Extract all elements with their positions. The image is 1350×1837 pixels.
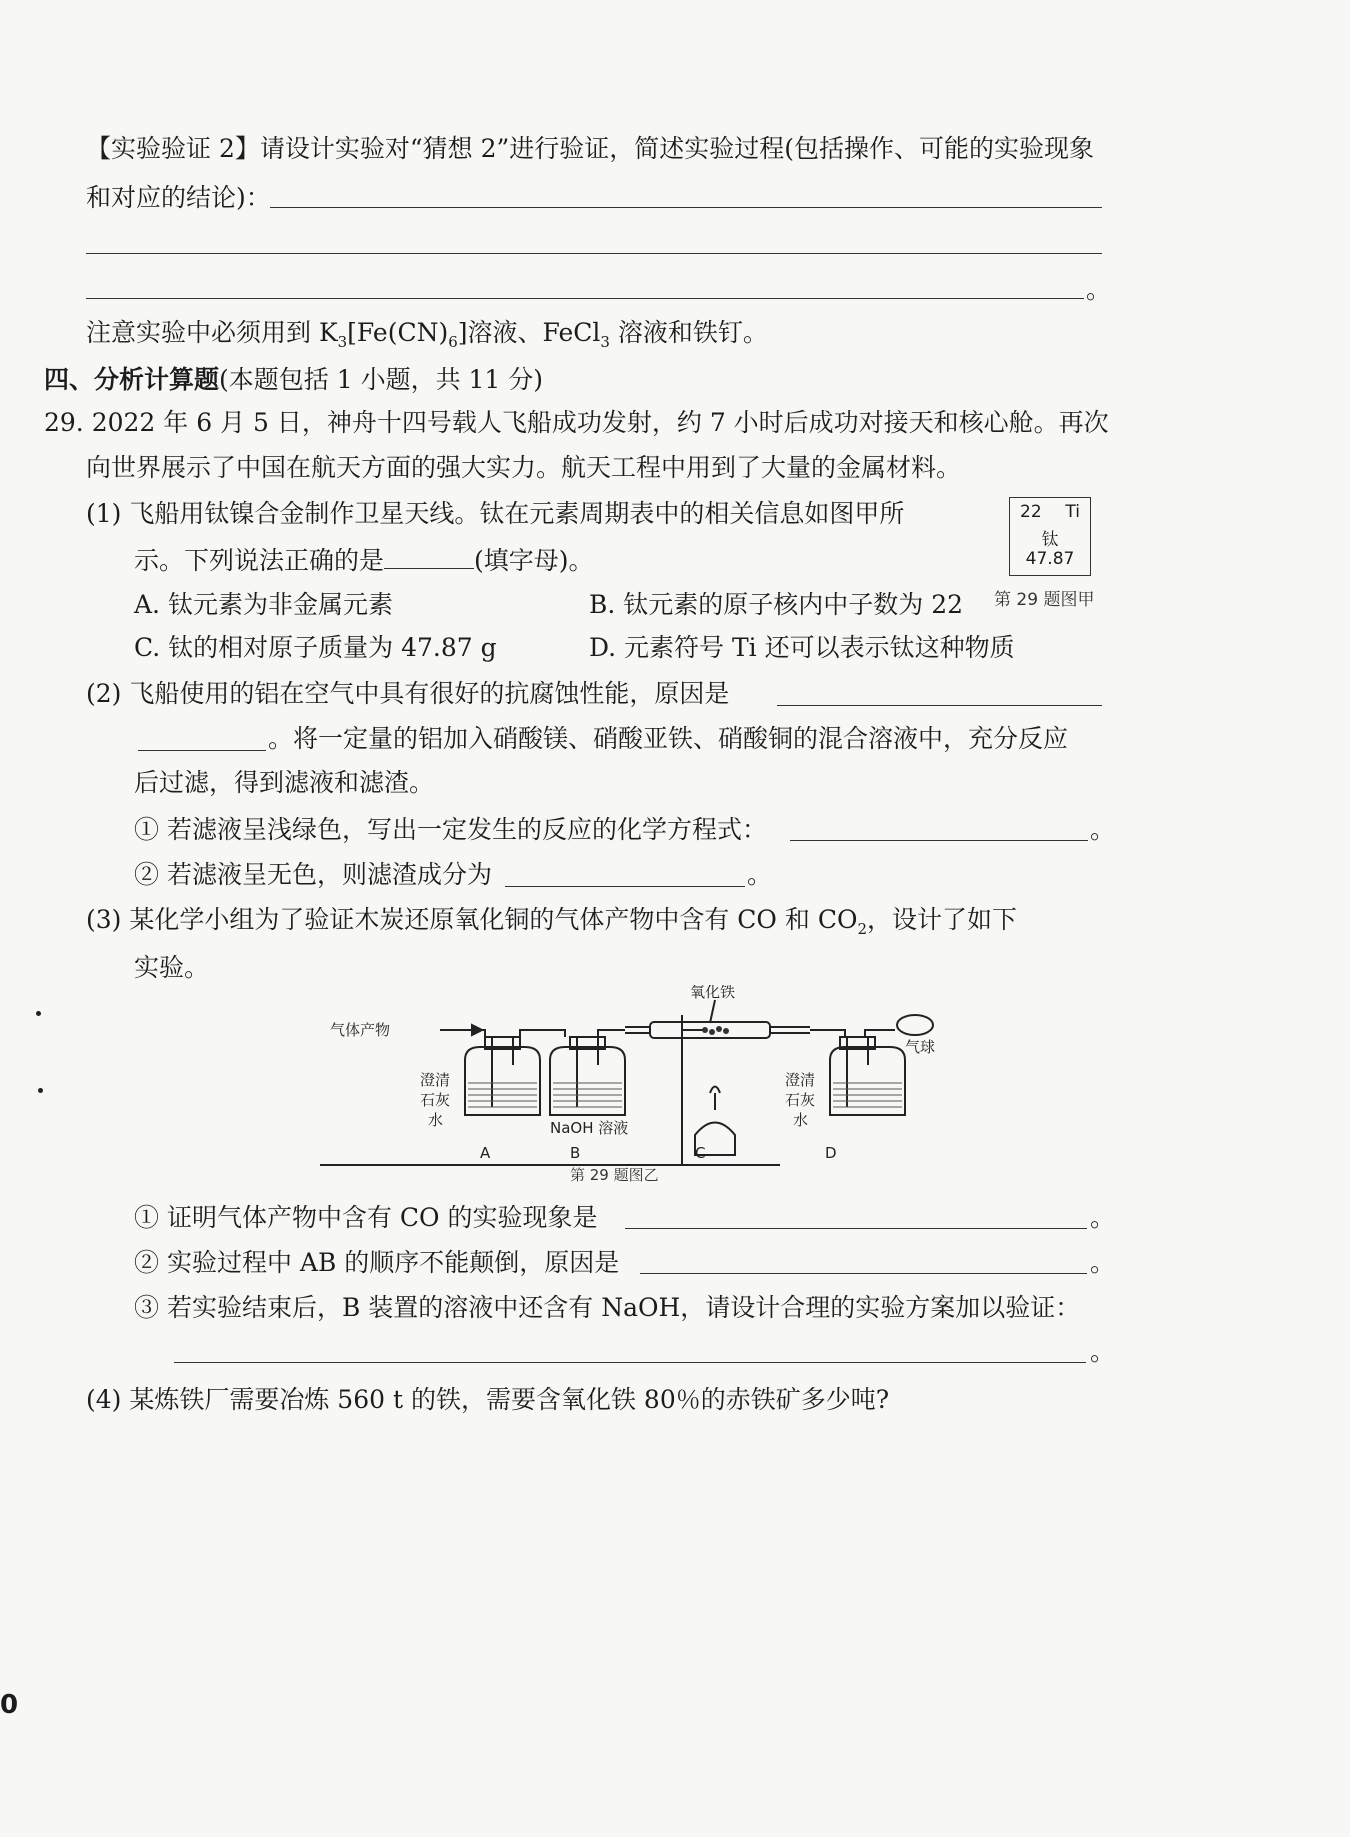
figure-b-caption: 第 29 题图乙 xyxy=(570,1166,659,1184)
option-d: D. 元素符号 Ti 还可以表示钛这种物质 xyxy=(589,633,1015,662)
figure-a-caption: 第 29 题图甲 xyxy=(994,590,1095,610)
label-limewater-a-2: 石灰 xyxy=(420,1091,451,1109)
p3-text-1: (3) 某化学小组为了验证木炭还原氧化铜的气体产物中含有 CO 和 CO xyxy=(86,905,858,934)
q29-p2-sub2: ② 若滤液呈无色，则滤渣成分为 xyxy=(134,860,492,889)
label-balloon: 气球 xyxy=(905,1038,936,1056)
margin-dot xyxy=(38,1088,43,1093)
p3-sub1-answer-line[interactable] xyxy=(625,1228,1087,1229)
p2-answer-line-1[interactable] xyxy=(777,705,1102,706)
label-limewater-a-1: 澄清 xyxy=(420,1071,451,1089)
q29-p2-sub1: ① 若滤液呈浅绿色，写出一定发生的反应的化学方程式： xyxy=(134,815,767,844)
q29-p1-line1: (1) 飞船用钛镍合金制作卫星天线。钛在元素周期表中的相关信息如图甲所 xyxy=(86,499,905,528)
section-subtitle: (本题包括 1 小题，共 11 分) xyxy=(219,365,544,394)
q29-intro-2: 向世界展示了中国在航天方面的强大实力。航天工程中用到了大量的金属材料。 xyxy=(86,453,962,482)
answer-line-1[interactable] xyxy=(270,207,1102,208)
q29-p4: (4) 某炼铁厂需要冶炼 560 t 的铁，需要含氧化铁 80％的赤铁矿多少吨? xyxy=(86,1385,890,1414)
period: 。 xyxy=(1090,815,1116,844)
q29-p2-line2: 。将一定量的铝加入硝酸镁、硝酸亚铁、硝酸铜的混合溶液中，充分反应 xyxy=(268,724,1069,753)
q29-p3-sub3: ③ 若实验结束后，B 装置的溶液中还含有 NaOH，请设计合理的实验方案加以验证： xyxy=(134,1293,1081,1322)
bottle-b xyxy=(550,1047,625,1115)
q29-p3-sub1: ① 证明气体产物中含有 CO 的实验现象是 xyxy=(134,1203,598,1232)
balloon xyxy=(897,1015,933,1035)
period: 。 xyxy=(1090,1248,1116,1277)
q29-p3-sub2: ② 实验过程中 AB 的顺序不能颠倒，原因是 xyxy=(134,1248,620,1277)
verify2-line2 xyxy=(86,180,271,216)
p1-answer-blank[interactable] xyxy=(384,540,474,569)
element-tile-titanium xyxy=(1009,497,1091,576)
label-limewater-a-3: 水 xyxy=(428,1111,444,1129)
q29-p3-line1 xyxy=(86,902,1017,947)
p3-sub2-answer-line[interactable] xyxy=(640,1273,1087,1274)
label-c: C xyxy=(695,1144,706,1162)
period: 。 xyxy=(1090,1337,1116,1366)
p2-sub1-answer-line[interactable] xyxy=(790,840,1088,841)
p2-sub2-answer-line[interactable] xyxy=(505,886,745,887)
q29-p3-line2: 实验。 xyxy=(134,953,210,982)
element-name: 钛 xyxy=(1041,530,1059,550)
q29-p2-line3: 后过滤，得到滤液和滤渣。 xyxy=(134,768,435,797)
note-sub-1: 3 xyxy=(337,333,348,351)
note-sub-2: 6 xyxy=(448,333,458,351)
apparatus-diagram xyxy=(320,985,940,1185)
label-d: D xyxy=(825,1144,837,1162)
option-c: C. 钛的相对原子质量为 47.87 g xyxy=(134,633,497,662)
answer-line-3[interactable] xyxy=(86,298,1084,299)
verify2-line2-text: 和对应的结论)： xyxy=(86,183,271,212)
p2-answer-line-2[interactable] xyxy=(138,750,266,751)
note-text-4: 溶液和铁钉。 xyxy=(609,318,768,347)
period: 。 xyxy=(1090,1203,1116,1232)
period: 。 xyxy=(1086,275,1112,304)
note-text-2: [Fe(CN) xyxy=(347,318,449,347)
note-text-3: ]溶液、FeCl xyxy=(457,318,601,347)
q29-intro-1: 29. 2022 年 6 月 5 日，神舟十四号载人飞船成功发射，约 7 小时后成功对接天和核心舱。再次 xyxy=(44,408,1109,437)
option-a: A. 钛元素为非金属元素 xyxy=(134,590,393,619)
page-number: 0 xyxy=(0,1690,19,1720)
label-a: A xyxy=(480,1144,491,1162)
bottle-a xyxy=(465,1047,540,1115)
p1-prompt: 示。下列说法正确的是 xyxy=(134,546,385,575)
element-number: 22 xyxy=(1020,502,1042,522)
p3-sub: 2 xyxy=(857,920,867,938)
label-naoh: NaOH 溶液 xyxy=(550,1119,629,1137)
p3-sub3-answer-line[interactable] xyxy=(174,1362,1086,1363)
element-mass: 47.87 xyxy=(1025,549,1075,569)
label-limewater-d-3: 水 xyxy=(793,1111,809,1129)
answer-line-2[interactable] xyxy=(86,253,1102,254)
verify2-line1: 【实验验证 2】请设计实验对“猜想 2”进行验证，简述实验过程(包括操作、可能的实验现象 xyxy=(86,134,1095,163)
section-title: 四、分析计算题 xyxy=(44,365,220,394)
label-limewater-d-2: 石灰 xyxy=(785,1091,816,1109)
label-limewater-d-1: 澄清 xyxy=(785,1071,816,1089)
label-gas-products: 气体产物 xyxy=(330,1021,391,1039)
note-text-1: 注意实验中必须用到 K xyxy=(86,318,338,347)
p1-hint: (填字母)。 xyxy=(474,546,594,575)
option-b: B. 钛元素的原子核内中子数为 22 xyxy=(589,590,964,619)
label-b: B xyxy=(570,1144,581,1162)
q29-p2-line1: (2) 飞船使用的铝在空气中具有很好的抗腐蚀性能，原因是 xyxy=(86,679,730,708)
period: 。 xyxy=(747,860,773,889)
element-symbol: Ti xyxy=(1065,502,1080,522)
p3-text-2: ，设计了如下 xyxy=(867,905,1018,934)
verify2-note xyxy=(86,315,768,360)
label-iron-oxide: 氧化铁 xyxy=(690,985,736,1001)
note-sub-3: 3 xyxy=(600,333,610,351)
section-heading xyxy=(44,362,543,398)
margin-dot xyxy=(36,1011,41,1016)
q29-p1-line2 xyxy=(134,540,594,579)
